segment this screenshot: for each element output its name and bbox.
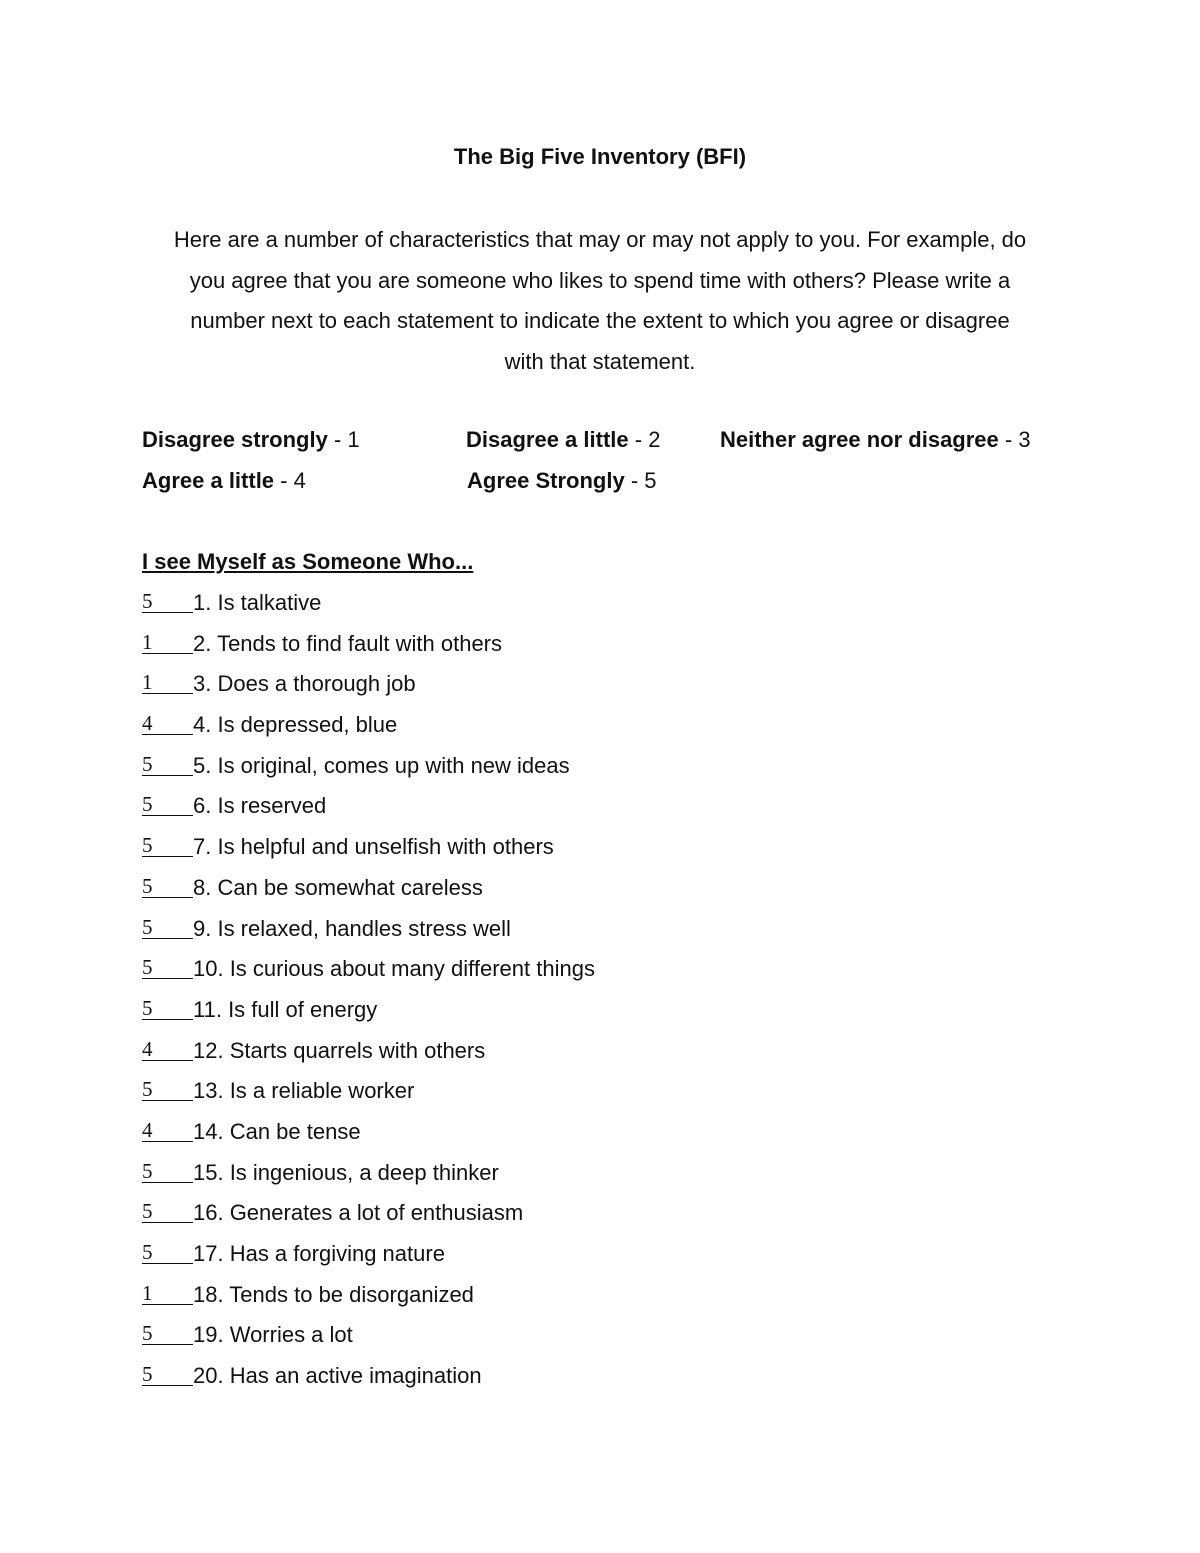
answer-field[interactable]: 5: [142, 1157, 193, 1183]
list-item: [142, 953, 595, 994]
item-statement: 12. Starts quarrels with others: [193, 1037, 486, 1063]
item-statement: 4. Is depressed, blue: [193, 712, 398, 738]
item-statement: 17. Has a forgiving nature: [193, 1241, 445, 1266]
list-item: [142, 790, 595, 831]
item-statement: 13. Is a reliable worker: [193, 1078, 415, 1104]
page-title: The Big Five Inventory (BFI): [453, 144, 747, 169]
answer-field[interactable]: 5: [142, 1319, 193, 1345]
scale-value: - 1: [327, 427, 360, 452]
answer-field[interactable]: 1: [142, 1279, 193, 1305]
instructions-line: number next to each statement to indicate the extent to which you agree or disagree: [190, 308, 1010, 334]
scale-option-1: [142, 424, 360, 456]
list-item: [142, 872, 595, 913]
item-statement: 8. Can be somewhat careless: [193, 874, 483, 900]
instructions-line: Here are a number of characteristics that may or may not apply to you. For example, do: [173, 227, 1027, 252]
answer-field[interactable]: 5: [142, 1360, 193, 1386]
list-item: [142, 1035, 595, 1076]
scale-option-4: [142, 465, 306, 497]
item-statement: 11. Is full of energy: [193, 996, 378, 1022]
instructions-line: with that statement.: [504, 349, 696, 375]
item-statement: 19. Worries a lot: [193, 1322, 353, 1348]
item-statement: 20. Has an active imagination: [193, 1363, 482, 1389]
answer-field[interactable]: 4: [142, 1116, 193, 1142]
answer-field[interactable]: 4: [142, 1035, 193, 1061]
answer-field[interactable]: 5: [142, 1238, 193, 1264]
answer-field[interactable]: 5: [142, 1197, 193, 1223]
list-item: [142, 1157, 595, 1198]
scale-option-3: [720, 424, 1031, 456]
list-item: [142, 1197, 595, 1238]
list-item: [142, 587, 595, 628]
scale-option-2: [466, 424, 660, 456]
list-item: [142, 668, 595, 709]
scale-option-5: [467, 465, 657, 497]
scale-value: - 5: [624, 468, 657, 493]
instructions-line: you agree that you are someone who likes to spend time with others? Please write a: [189, 267, 1011, 293]
list-item: [142, 994, 595, 1035]
list-item: [142, 628, 595, 669]
item-statement: 9. Is relaxed, handles stress well: [193, 915, 511, 941]
item-statement: 14. Can be tense: [193, 1118, 361, 1144]
answer-field[interactable]: 5: [142, 587, 193, 613]
item-list: [142, 587, 595, 1401]
answer-field[interactable]: 5: [142, 913, 193, 939]
answer-field[interactable]: 5: [142, 831, 193, 857]
scale-label: Disagree a little: [466, 427, 629, 452]
list-item: [142, 750, 595, 791]
list-item: [142, 831, 595, 872]
item-statement: 15. Is ingenious, a deep thinker: [193, 1159, 499, 1185]
answer-field[interactable]: 4: [142, 709, 193, 735]
section-heading: I see Myself as Someone Who...: [142, 549, 474, 574]
answer-field[interactable]: 5: [142, 872, 193, 898]
answer-field[interactable]: 5: [142, 790, 193, 816]
answer-field[interactable]: 5: [142, 953, 193, 979]
list-item: [142, 1075, 595, 1116]
item-statement: 6. Is reserved: [193, 793, 327, 819]
item-statement: 16. Generates a lot of enthusiasm: [193, 1200, 524, 1226]
item-statement: 5. Is original, comes up with new ideas: [193, 752, 570, 778]
answer-field[interactable]: 1: [142, 668, 193, 694]
answer-field[interactable]: 5: [142, 750, 193, 776]
list-item: [142, 1319, 595, 1360]
answer-field[interactable]: 5: [142, 994, 193, 1020]
scale-label: Agree a little: [142, 468, 275, 493]
answer-field[interactable]: 5: [142, 1075, 193, 1101]
scale-value: - 2: [628, 427, 661, 452]
item-statement: 7. Is helpful and unselfish with others: [193, 834, 554, 860]
list-item: [142, 1360, 595, 1401]
scale-value: - 3: [998, 427, 1031, 452]
item-statement: 18. Tends to be disorganized: [193, 1281, 474, 1307]
scale-label: Agree Strongly: [467, 468, 625, 493]
list-item: [142, 1279, 595, 1320]
item-statement: 3. Does a thorough job: [193, 671, 416, 697]
list-item: [142, 913, 595, 954]
scale-label: Disagree strongly: [142, 427, 328, 452]
list-item: [142, 1116, 595, 1157]
item-statement: 1. Is talkative: [193, 590, 322, 615]
scale-value: - 4: [274, 468, 306, 493]
list-item: [142, 709, 595, 750]
list-item: [142, 1238, 595, 1279]
instructions: [140, 220, 1060, 383]
item-statement: 2. Tends to find fault with others: [193, 630, 502, 656]
scale-label: Neither agree nor disagree: [720, 427, 999, 452]
answer-field[interactable]: 1: [142, 628, 193, 654]
item-statement: 10. Is curious about many different things: [193, 956, 595, 982]
